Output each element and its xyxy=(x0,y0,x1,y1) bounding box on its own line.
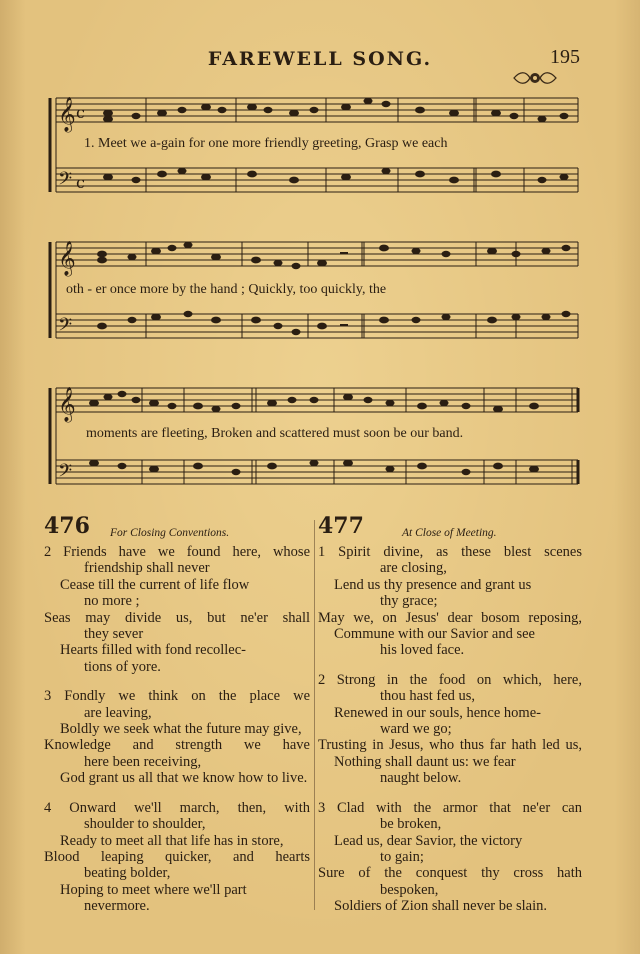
verse-line: they sever xyxy=(84,626,144,643)
verse-line: Boldly we seek what the future may give, xyxy=(60,721,302,738)
decorative-flourish-icon xyxy=(512,69,558,87)
verse-line: Lead us, dear Savior, the victory xyxy=(334,832,523,849)
svg-text:𝄞: 𝄞 xyxy=(58,97,76,132)
verse-line: his loved face. xyxy=(380,642,465,659)
verse-line: thy grace; xyxy=(380,593,438,610)
hymn-number: 476 xyxy=(44,513,90,539)
stanza-4 xyxy=(44,800,310,915)
verse-line: bespoken, xyxy=(380,881,439,898)
music-system-1 xyxy=(46,92,582,202)
verse-line: May we, on Jesus' dear bosom reposing, xyxy=(318,609,582,626)
svg-text:c: c xyxy=(76,173,85,192)
verse-line: Commune with our Savior and see xyxy=(334,626,535,643)
verse-line: nevermore. xyxy=(84,898,150,915)
hymn-occasion: For Closing Conventions. xyxy=(110,527,230,539)
hymn-477 xyxy=(318,513,582,928)
verse-line: 3 Clad with the armor that ne'er can xyxy=(318,799,582,816)
verse-line: 1 Spirit divine, as these blest scenes xyxy=(318,544,582,560)
verse-line: friendship shall never xyxy=(84,560,210,577)
verse-line: Knowledge and strength we have xyxy=(44,737,310,754)
verse-line: God grant us all that we know how to live. xyxy=(60,770,308,787)
hymn-occasion: At Close of Meeting. xyxy=(402,527,497,539)
stanza-2 xyxy=(44,544,310,675)
stanza-3 xyxy=(44,688,310,786)
hymn-476 xyxy=(44,513,310,928)
verse-line: no more ; xyxy=(84,593,140,610)
verse-line: 2 Friends have we found here, whose xyxy=(44,544,310,560)
verse-line: ward we go; xyxy=(380,721,452,738)
lyric-line-2: oth - er once more by the hand ; Quickly, too quickly, the xyxy=(66,282,387,297)
verse-line: tions of yore. xyxy=(84,658,161,675)
verse-line: Nothing shall daunt us: we fear xyxy=(334,753,516,770)
verse-line: 3 Fondly we think on the place we xyxy=(44,688,310,705)
svg-text:𝄞: 𝄞 xyxy=(58,387,76,422)
song-title: FAREWELL SONG. xyxy=(207,48,433,70)
stanza-3 xyxy=(318,800,582,915)
verse-line: beating bolder, xyxy=(84,865,171,882)
svg-text:𝄞: 𝄞 xyxy=(58,241,76,276)
verse-line: 2 Strong in the food on which, here, xyxy=(318,671,582,688)
verse-line: Ready to meet all that life has in store, xyxy=(60,832,284,849)
verse-line: to gain; xyxy=(380,848,424,865)
verse-line: Lend us thy presence and grant us xyxy=(334,576,532,593)
verse-line: Renewed in our souls, hence home- xyxy=(334,704,541,721)
verse-line: shoulder to shoulder, xyxy=(84,816,206,833)
lyric-line-1: 1. Meet we a-gain for one more friendly greeting, Grasp we each xyxy=(84,136,448,151)
stanza-2 xyxy=(318,672,582,787)
hymn-number: 477 xyxy=(318,513,364,539)
svg-text:𝄢: 𝄢 xyxy=(58,461,73,486)
page-number: 195 xyxy=(550,46,580,68)
stanza-1 xyxy=(318,544,582,659)
verse-line: Seas may divide us, but ne'er shall xyxy=(44,609,310,626)
column-divider xyxy=(314,520,315,910)
svg-text:𝄢: 𝄢 xyxy=(58,169,73,194)
verse-line: Cease till the current of life flow xyxy=(60,576,250,593)
verse-line: Sure of the conquest thy cross hath xyxy=(318,865,582,882)
verse-line: are closing, xyxy=(380,560,447,577)
music-system-3 xyxy=(46,382,582,494)
verse-line: Hoping to meet where we'll part xyxy=(60,881,247,898)
verse-line: 4 Onward we'll march, then, with xyxy=(44,799,310,816)
lyric-line-3: moments are fleeting, Broken and scattered must soon be our band. xyxy=(86,426,464,441)
verse-line: are leaving, xyxy=(84,704,152,721)
verse-line: thou hast fed us, xyxy=(380,688,476,705)
svg-text:𝄢: 𝄢 xyxy=(58,315,73,340)
verse-line: Soldiers of Zion shall never be slain. xyxy=(334,898,548,915)
verse-line: Blood leaping quicker, and hearts xyxy=(44,848,310,865)
verse-line: Trusting in Jesus, who thus far hath led us, xyxy=(318,737,582,754)
svg-text:c: c xyxy=(76,103,85,122)
verse-line: be broken, xyxy=(380,816,442,833)
music-system-2 xyxy=(46,236,582,348)
verse-line: here been receiving, xyxy=(84,753,202,770)
verse-line: Hearts filled with fond recollec- xyxy=(60,642,247,659)
verse-line: naught below. xyxy=(380,770,462,787)
